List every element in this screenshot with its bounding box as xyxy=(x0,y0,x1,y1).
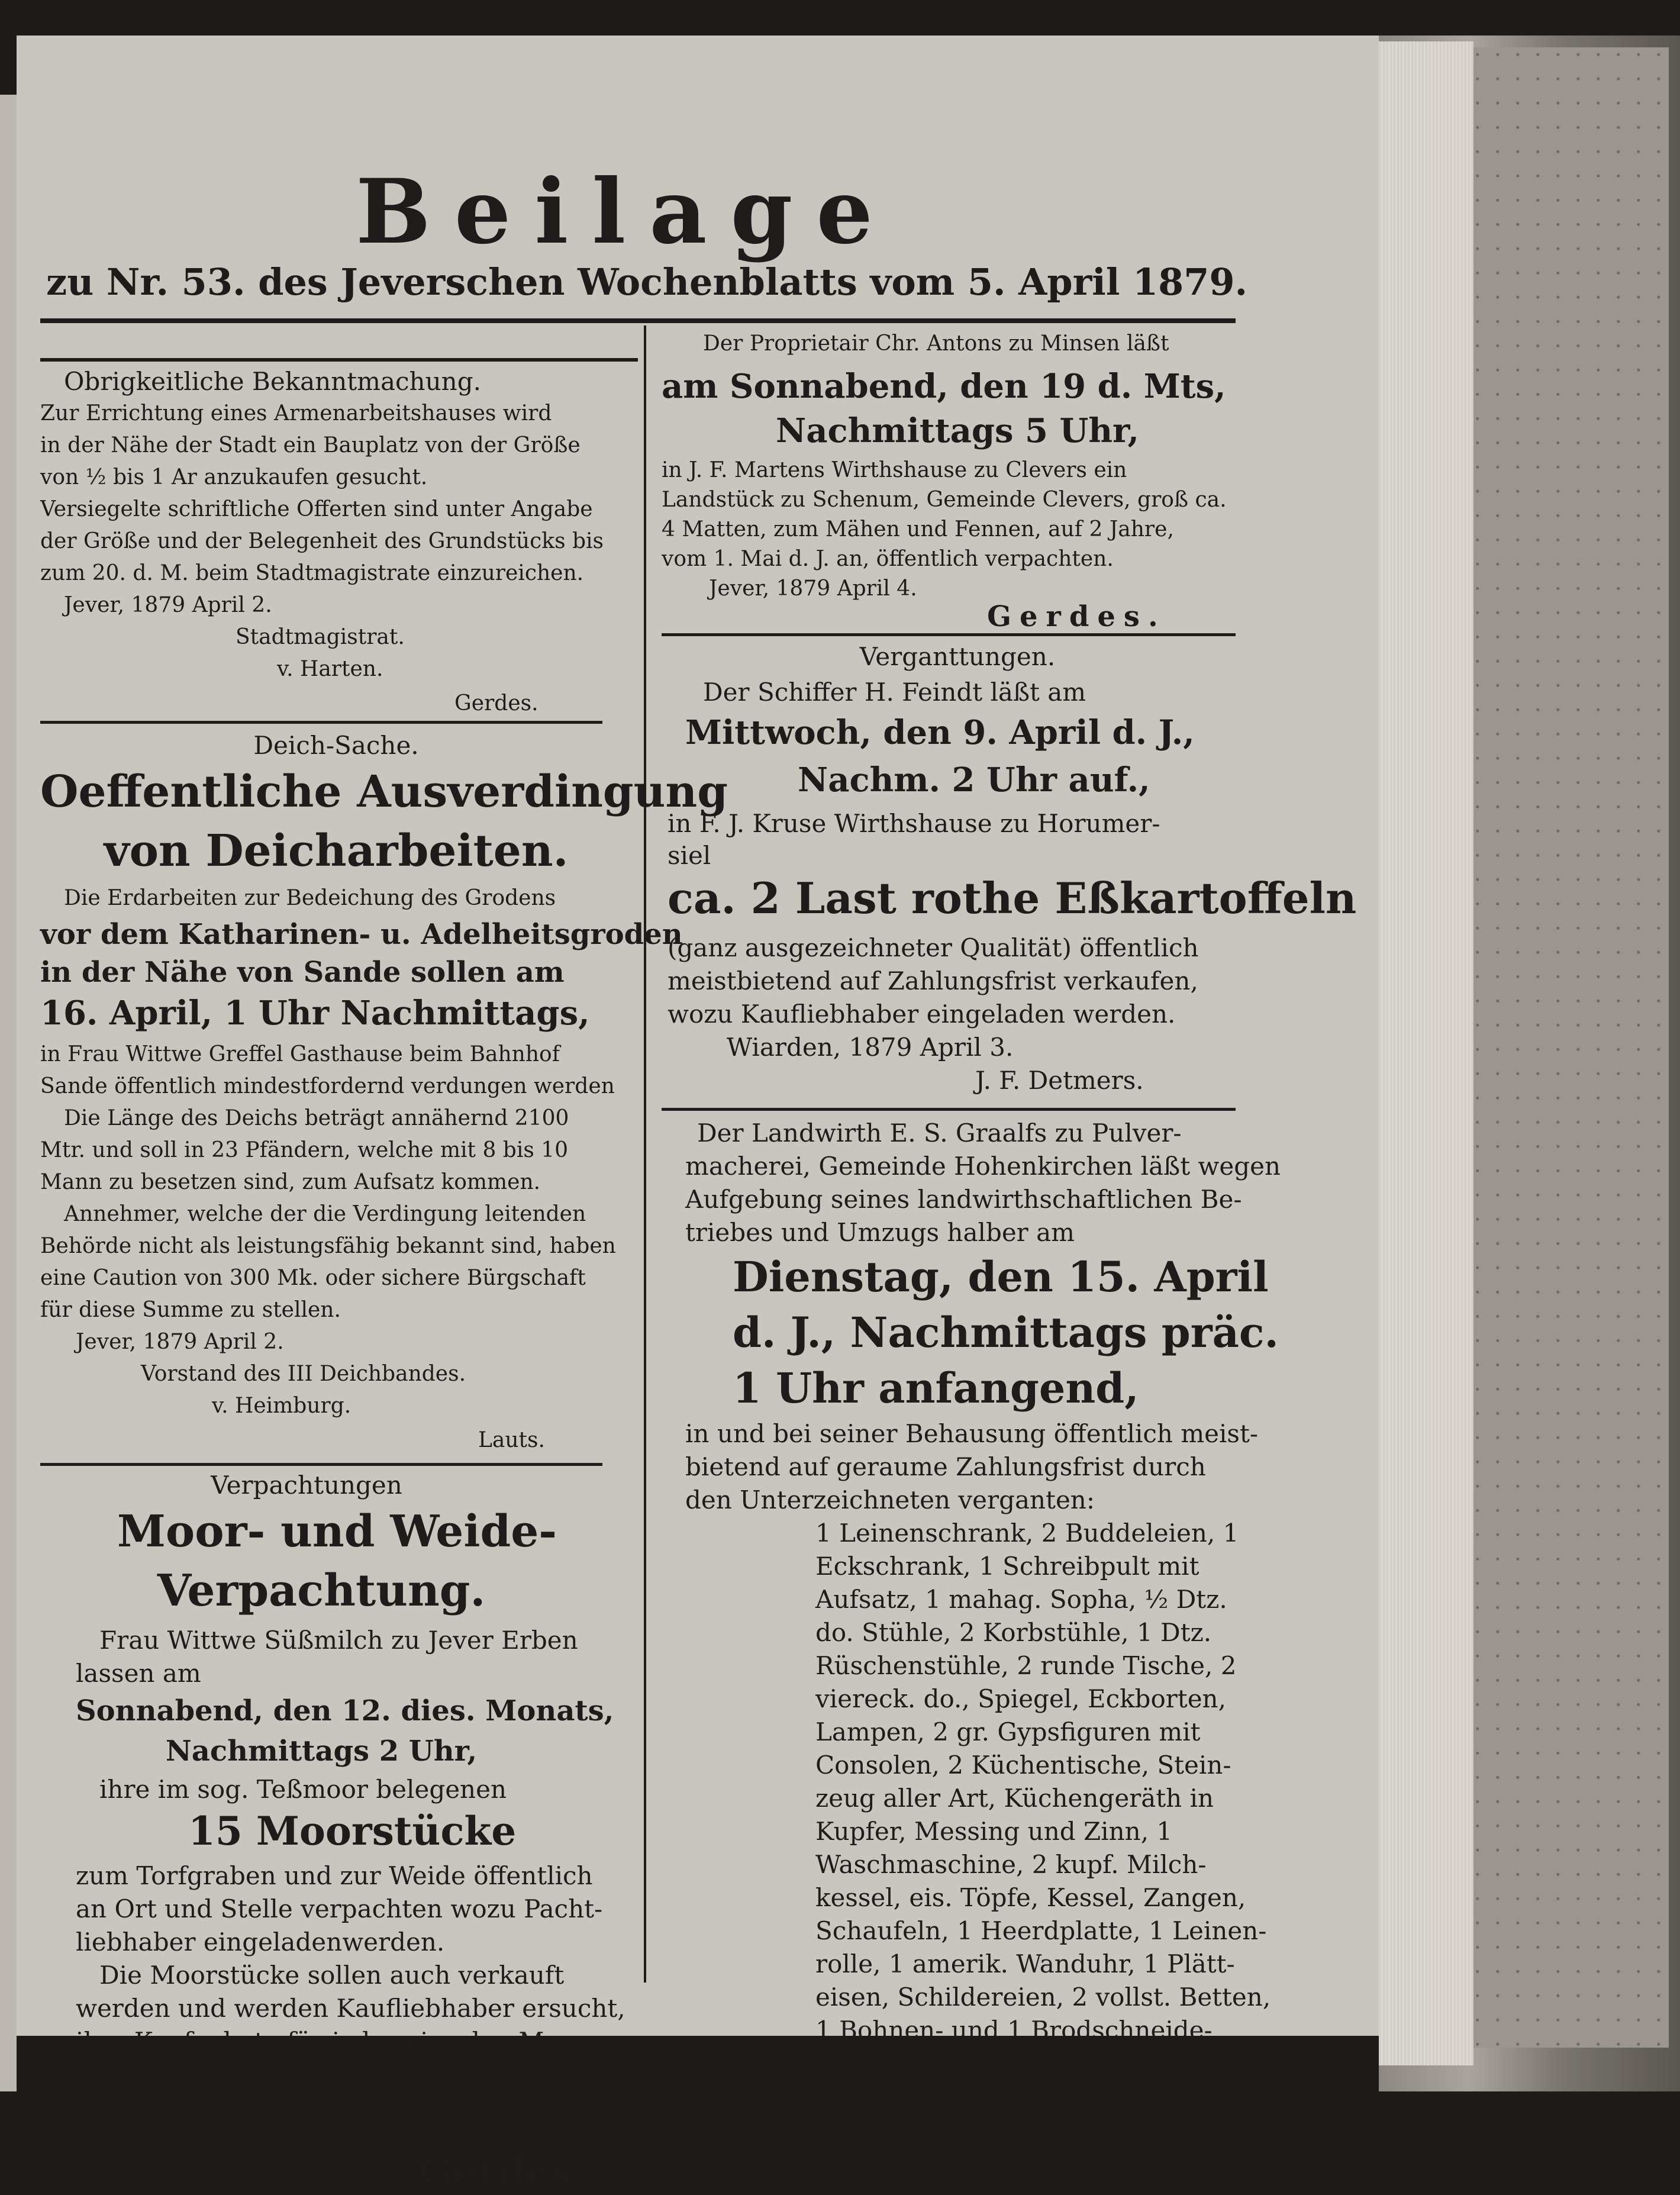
text-line: Annehmer, welche der die Verdingung leitenden xyxy=(64,1202,586,1226)
auction-time: Nachmittags 2 Uhr, xyxy=(165,1735,478,1768)
text-line: vom 1. Mai d. J. an, öffentlich verpachten. xyxy=(662,547,1114,571)
text-line: wozu Kaufliebhaber eingeladen werden. xyxy=(668,1000,1176,1029)
text-line: Zur Errichtung eines Armenarbeitshauses wird xyxy=(40,401,552,426)
headline: 15 Moorstücke xyxy=(188,1808,517,1854)
text-line: Der Landwirth E. S. Graalfs zu Pulver- xyxy=(697,1119,1182,1148)
headline: ca. 2 Last rothe Eßkartoffeln xyxy=(668,873,1357,923)
text-line: Frau Wittwe Süßmilch zu Jever Erben xyxy=(99,1626,578,1655)
notice-heading: Obrigkeitliche Bekanntmachung. xyxy=(64,367,481,396)
item-line: Kupfer, Messing und Zinn, 1 xyxy=(815,1817,1173,1846)
text-line: ihre Kaufgebote für jedes einzelne Moor- xyxy=(76,2027,595,2056)
signature: v. Harten. xyxy=(277,657,383,681)
text-line: lassen am xyxy=(76,1659,201,1688)
text-line: siel xyxy=(668,841,711,870)
text-line: macherei, Gemeinde Hohenkirchen läßt wegen xyxy=(685,1152,1281,1181)
auction-time: Nachmittags 5 Uhr, xyxy=(776,411,1139,450)
signature: J. F. Detmers. xyxy=(975,1066,1144,1095)
text-line: Die Erdarbeiten zur Bedeichung des Grodens xyxy=(64,886,556,910)
signature: Gerdes. xyxy=(454,691,538,715)
text-line: Jever, 1879 April 2. xyxy=(64,593,272,617)
signature: v. Heimburg. xyxy=(212,1394,352,1418)
auction-time: 1 Uhr anfangend, xyxy=(733,1364,1139,1413)
item-line: Schaufeln, 1 Heerdplatte, 1 Leinen- xyxy=(815,1916,1267,1945)
header-rule-left xyxy=(40,358,638,362)
text-line: Jever, 1879 April 4. xyxy=(709,576,917,601)
text-line: Die Moorstücke sollen auch verkauft xyxy=(99,1961,565,1990)
notice-heading: Verpachtungen xyxy=(211,1471,402,1500)
item-line: maschine, 2 Rahmfässer, einige xyxy=(815,2049,1215,2078)
text-line: Versiegelte schriftliche Offerten sind unter Angabe xyxy=(40,497,593,521)
text-line: werden und werden Kaufliebhaber ersucht, xyxy=(76,1994,625,2023)
text-line: in J. F. Martens Wirthshause zu Clevers ein xyxy=(662,458,1127,482)
page-stack xyxy=(1379,41,1473,2065)
text-line-bold: vor dem Katharinen- u. Adelheitsgroden xyxy=(40,918,683,951)
item-line: 1 Leinenschrank, 2 Buddeleien, 1 xyxy=(815,1519,1239,1548)
text-line: zum 20. d. M. beim Stadtmagistrate einzureichen. xyxy=(40,561,584,585)
text-line: Mann zu besetzen sind, zum Aufsatz kommen. xyxy=(40,1170,541,1194)
text-line: in und bei seiner Behausung öffentlich meist- xyxy=(685,1419,1259,1448)
text-line: liebhaber eingeladenwerden. xyxy=(76,1928,445,1957)
text-line: ihre im sog. Teßmoor belegenen xyxy=(99,1775,507,1804)
signature: Lauts. xyxy=(478,1428,545,1452)
item-line: Eckschrank, 1 Schreibpult mit xyxy=(815,1552,1199,1581)
text-line: Die Länge des Deichs beträgt annähernd 2100 xyxy=(64,1106,569,1130)
text-line: (ganz ausgezeichneter Qualität) öffentlich xyxy=(668,933,1199,962)
item-line: Rüschenstühle, 2 runde Tische, 2 xyxy=(815,1651,1237,1680)
text-line: Mtr. und soll in 23 Pfändern, welche mit 8 bis 10 xyxy=(40,1138,569,1162)
newspaper-page xyxy=(17,36,1379,2195)
signature: Gerdes. xyxy=(987,600,1166,633)
item-line: Lampen, 2 gr. Gypsfiguren mit xyxy=(815,1717,1201,1746)
auction-date: am Sonnabend, den 19 d. Mts, xyxy=(662,367,1226,406)
signature: Vorstand des III Deichbandes. xyxy=(141,1362,466,1386)
item-line: viereck. do., Spiegel, Eckborten, xyxy=(815,1684,1226,1713)
facing-page-edge xyxy=(0,95,17,2091)
text-line: Jever, 1879 April 2. xyxy=(76,1330,284,1354)
item-line: rolle, 1 amerik. Wanduhr, 1 Plätt- xyxy=(815,1949,1235,1978)
text-line: eine Caution von 300 Mk. oder sichere Bürgschaft xyxy=(40,1266,586,1290)
item-line: eisen, Schildereien, 2 vollst. Betten, xyxy=(815,1983,1271,2012)
item-line: do. Stühle, 2 Korbstühle, 1 Dtz. xyxy=(815,1618,1212,1647)
text-line: Jever, 1879 April 2. xyxy=(99,2126,343,2155)
text-line: triebes und Umzugs halber am xyxy=(685,1218,1075,1247)
item-line: Aufsatz, 1 mahag. Sopha, ½ Dtz. xyxy=(815,1585,1227,1614)
text-line: den Unterzeichneten verganten: xyxy=(685,1485,1095,1514)
auction-date: Mittwoch, den 9. April d. J., xyxy=(685,713,1195,752)
auction-date: 16. April, 1 Uhr Nachmittags, xyxy=(40,994,590,1033)
section-rule xyxy=(40,1463,602,1466)
notice-heading: Deich-Sache. xyxy=(253,731,419,760)
text-line: an Ort und Stelle verpachten wozu Pacht- xyxy=(76,1894,603,1923)
item-line: Waschmaschine, 2 kupf. Milch- xyxy=(815,1850,1207,1879)
auction-date: Sonnabend, den 12. dies. Monats, xyxy=(76,1694,614,1727)
page-subtitle: zu Nr. 53. des Jeverschen Wochenblatts vom 5. April 1879. xyxy=(46,260,1248,304)
signature: Gerdes. xyxy=(419,2149,586,2195)
text-line: Der Proprietair Chr. Antons zu Minsen läßt xyxy=(703,331,1169,356)
signature: Stadtmagistrat. xyxy=(236,625,405,649)
item-line: Consolen, 2 Küchentische, Stein- xyxy=(815,1751,1231,1780)
text-line: zum Torfgraben und zur Weide öffentlich xyxy=(76,1861,593,1890)
text-line: Wiarden, 1879 April 3. xyxy=(727,1033,1014,1062)
headline: Moor- und Weide- xyxy=(117,1506,557,1557)
item-line: kessel, eis. Töpfe, Kessel, Zangen, xyxy=(815,1883,1246,1912)
text-line: Sande öffentlich mindestfordernd verdungen werden xyxy=(40,1074,615,1098)
auction-date: d. J., Nachmittags präc. xyxy=(733,1308,1279,1357)
section-rule xyxy=(40,721,602,724)
headline: von Deicharbeiten. xyxy=(104,826,569,876)
headline: Oeffentliche Ausverdingung xyxy=(40,766,728,817)
headline: Verpachtung. xyxy=(157,1565,486,1616)
text-line-bold: in der Nähe von Sande sollen am xyxy=(40,956,565,989)
notice-heading: Verganttungen. xyxy=(859,642,1056,671)
text-line: Der Schiffer H. Feindt läßt am xyxy=(703,678,1086,707)
text-line: von ½ bis 1 Ar anzukaufen gesucht. xyxy=(40,465,428,489)
auction-time: Nachm. 2 Uhr auf., xyxy=(798,760,1150,800)
auction-date: Dienstag, den 15. April xyxy=(733,1252,1269,1301)
text-line: d. M. an den Unterzeichneten abzugeben. xyxy=(76,2093,606,2122)
text-line: Behörde nicht als leistungsfähig bekannt sind, haben xyxy=(40,1234,616,1258)
header-rule xyxy=(40,318,1236,323)
book-cover xyxy=(1473,47,1669,2048)
item-line: 1 Bohnen- und 1 Brodschneide- xyxy=(815,2016,1213,2045)
text-line: 4 Matten, zum Mähen und Fennen, auf 2 Jahre, xyxy=(662,517,1174,542)
text-line: Landstück zu Schenum, Gemeinde Clevers, groß ca. xyxy=(662,488,1227,512)
text-line: für diese Summe zu stellen. xyxy=(40,1298,341,1322)
text-line: Aufgebung seines landwirthschaftlichen Be- xyxy=(685,1185,1242,1214)
text-line: der Größe und der Belegenheit des Grundstücks bis xyxy=(40,529,604,553)
section-rule xyxy=(662,633,1236,636)
column-divider xyxy=(644,325,646,1983)
text-line: stück schriftlich und versiegelt bis zum 30. xyxy=(76,2060,620,2089)
text-line: in der Nähe der Stadt ein Bauplatz von der Größe xyxy=(40,433,581,457)
text-line: in Frau Wittwe Greffel Gasthause beim Bahnhof xyxy=(40,1042,560,1066)
page-title: Beilage xyxy=(356,160,897,264)
text-line: in F. J. Kruse Wirthshause zu Horumer- xyxy=(668,809,1160,838)
text-line: meistbietend auf Zahlungsfrist verkaufen, xyxy=(668,966,1198,995)
section-rule xyxy=(662,1108,1236,1111)
item-line: zeug aller Art, Küchengeräth in xyxy=(815,1784,1214,1813)
text-line: bietend auf geraume Zahlungsfrist durch xyxy=(685,1452,1206,1481)
